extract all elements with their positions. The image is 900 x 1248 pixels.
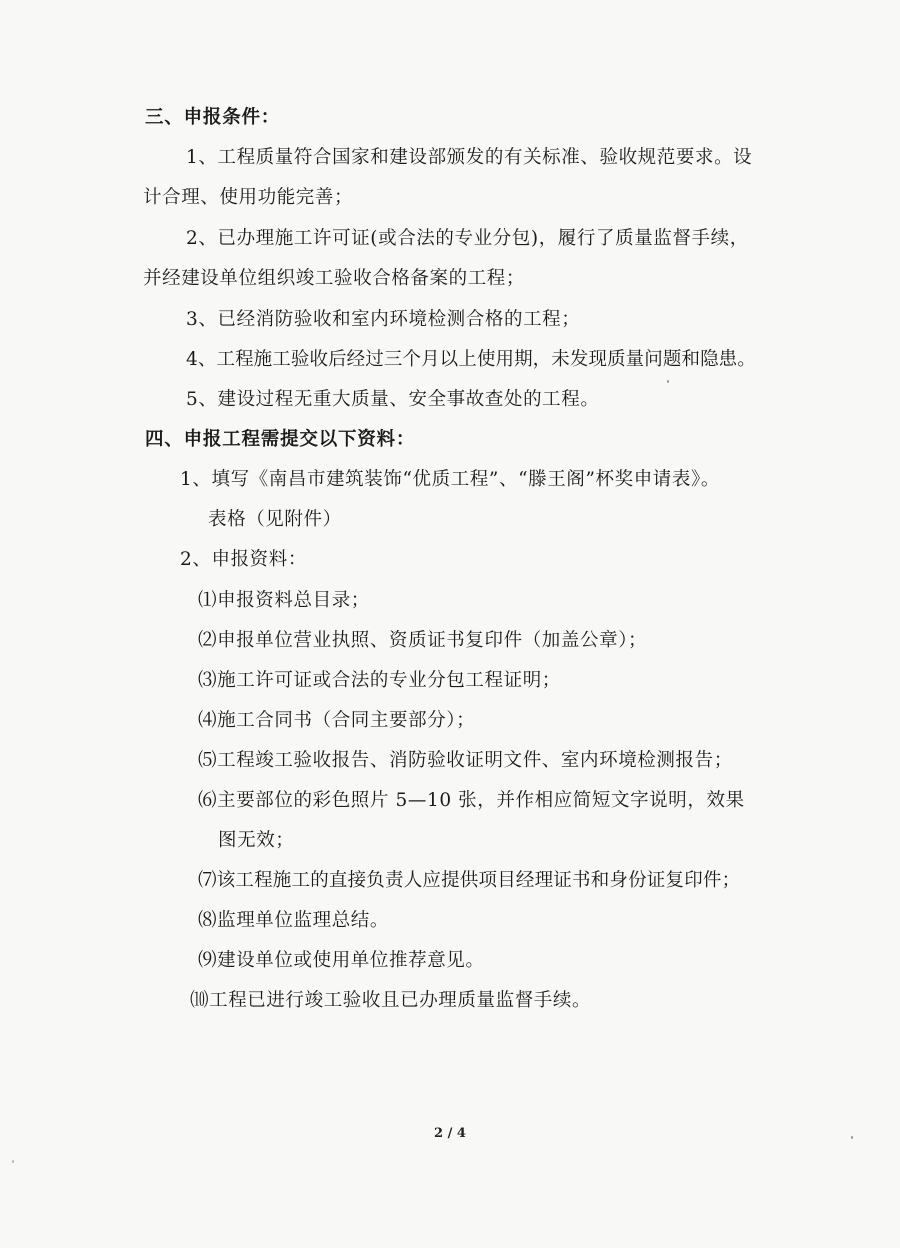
- sub-item-6: ⑹主要部位的彩色照片 5—10 张，并作相应简短文字说明，效果: [198, 790, 745, 811]
- condition-item-1: 1、工程质量符合国家和建设部颁发的有关标准、验收规范要求。设: [186, 147, 753, 168]
- sub-item-2: ⑵申报单位营业执照、资质证书复印件（加盖公章）；: [198, 630, 648, 651]
- sub-item-10: ⑽工程已进行竣工验收且已办理质量监督手续。: [190, 990, 592, 1011]
- condition-item-2: 2、已办理施工许可证(或合法的专业分包)，履行了质量监督手续，: [186, 228, 749, 249]
- condition-item-3: 3、已经消防验收和室内环境检测合格的工程；: [186, 309, 581, 330]
- sub-item-8: ⑻监理单位监理总结。: [198, 910, 390, 931]
- sub-item-4: ⑷施工合同书（合同主要部分）；: [198, 710, 476, 731]
- materials-item-2: 2、申报资料：: [180, 549, 307, 570]
- materials-item-1-cont: 表格（见附件）: [208, 509, 342, 530]
- sub-item-7: ⑺该工程施工的直接负责人应提供项目经理证书和身份证复印件；: [198, 870, 741, 891]
- sub-item-6-cont: 图无效；: [218, 830, 295, 851]
- condition-item-4: 4、工程施工验收后经过三个月以上使用期，未发现质量问题和隐患。: [186, 349, 756, 370]
- section-heading-materials: 四、申报工程需提交以下资料：: [145, 429, 416, 450]
- condition-item-5: 5、建设过程无重大质量、安全事故查处的工程。: [186, 389, 600, 410]
- page-number: 2 / 4: [434, 1126, 466, 1141]
- sub-item-5: ⑸工程竣工验收报告、消防验收证明文件、室内环境检测报告；: [198, 750, 733, 771]
- scan-speck: [851, 1136, 853, 1139]
- condition-item-2-cont: 并经建设单位组织竣工验收合格备案的工程；: [143, 268, 526, 289]
- sub-item-9: ⑼建设单位或使用单位推荐意见。: [198, 950, 485, 971]
- scan-speck: [667, 380, 669, 383]
- materials-item-1: 1、填写《南昌市建筑装饰“优质工程”、“滕王阁”杯奖申请表》。: [180, 469, 720, 490]
- condition-item-1-cont: 计合理、使用功能完善；: [143, 187, 354, 208]
- section-heading-conditions: 三、申报条件：: [145, 107, 281, 128]
- scan-speck: [12, 1160, 14, 1163]
- sub-item-3: ⑶施工许可证或合法的专业分包工程证明；: [198, 670, 561, 691]
- sub-item-1: ⑴申报资料总目录；: [198, 590, 370, 611]
